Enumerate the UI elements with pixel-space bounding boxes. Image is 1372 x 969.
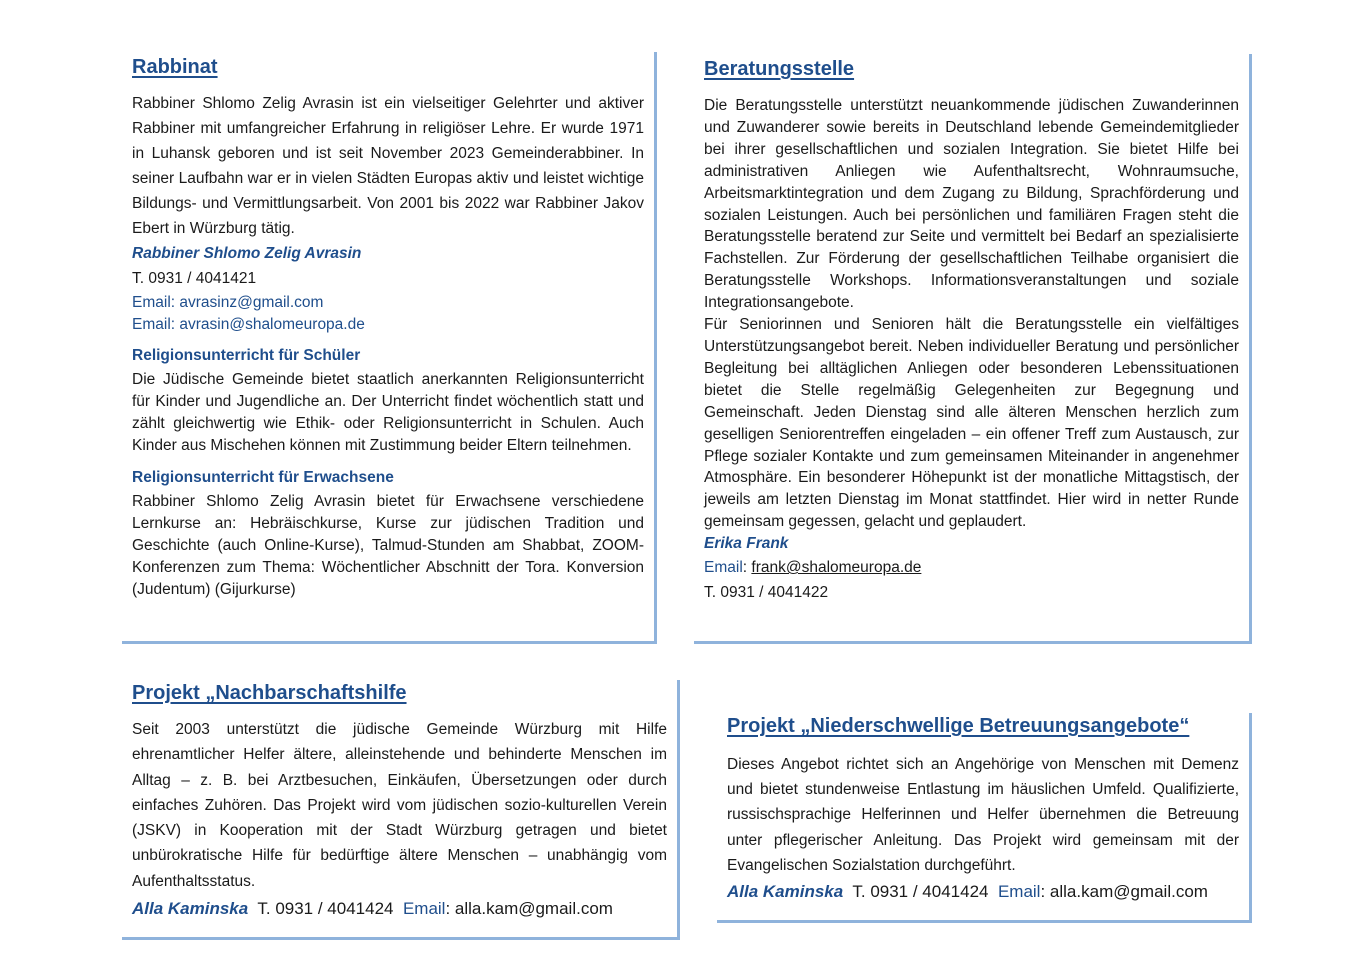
beratung-phone: T. 0931 / 4041422 [704,584,829,602]
betreuung-email[interactable]: alla.kam@gmail.com [1049,882,1208,902]
beratung-email-label: Email [704,559,743,577]
nachbarschaftshilfe-email-label: Email [402,899,446,919]
beratung-email-link[interactable]: frank@shalomeuropa.de [751,559,922,577]
nachbarschaftshilfe-title: Projekt „Nachbarschaftshilfe [132,682,407,704]
schueler-text: Die Jüdische Gemeinde bietet staatlich anerkannten Religionsunterricht für Kinder und Jugendliche an. Der Unterricht findet wöchentlich statt und zählt gleichwertig wie Ethik- oder Religionsunterricht in Schulen. Auch Kinder aus Mischehen können mit Zustimmung beider Eltern teilnehmen. [132,371,644,454]
betreuung-phone: T. 0931 / 4041424 [852,882,989,902]
beratung-title: Beratungsstelle [704,58,855,80]
betreuung-contact-row: Alla Kaminska T. 0931 / 4041424 Email: alla.kam@gmail.com [727,882,1208,902]
betreuung-email-label: Email [997,882,1041,902]
betreuung-title: Projekt „Niederschwellige Betreuungsangebote“ [727,715,1190,737]
rabbinat-email-2[interactable]: Email: avrasin@shalomeuropa.de [132,316,365,333]
nachbarschaftshilfe-text: Seit 2003 unterstützt die jüdische Gemeinde Würzburg mit Hilfe ehrenamtlicher Helfer ältere, alleinstehende und behinderte Menschen im Alltag – z. B. bei Arztbesuchen, Einkäufen, Übersetzungen oder durch einfaches Zuhören. Das Projekt wird vom jüdischen sozio-kulturellen Verein (JSKV) in Kooperation mit der Stadt Würzburg getragen und bietet unbürokratische Hilfe für bedürftige ältere Menschen – unabhängig vom Aufenthaltsstatus. [132,721,667,890]
erwachsene-title: Religionsunterricht für Erwachsene [132,469,394,486]
betreuung-text: Dieses Angebot richtet sich an Angehörige von Menschen mit Demenz und bietet stundenweise Entlastung im häuslichen Umfeld. Qualifizierte, russischsprachige Helferinnen und Helfer übernehmen die Betreuung unter pflegerischer Anleitung. Das Projekt wird gemeinsam mit der Evangelischen Sozialstation durchgeführt. [727,756,1239,874]
nachbarschaftshilfe-contact-name: Alla Kaminska [132,899,249,919]
schueler-title: Religionsunterricht für Schüler [132,347,361,364]
rabbinat-email-1[interactable]: Email: avrasinz@gmail.com [132,294,324,311]
nachbarschaftshilfe-contact-row: Alla Kaminska T. 0931 / 4041424 Email: alla.kam@gmail.com [132,899,613,919]
rabbinat-box [122,52,657,644]
nachbarschaftshilfe-email[interactable]: alla.kam@gmail.com [454,899,613,919]
rabbinat-phone: T. 0931 / 4041421 [132,270,257,287]
betreuung-contact-name: Alla Kaminska [727,882,844,902]
rabbinat-title: Rabbinat [132,56,218,78]
beratung-text-1: Die Beratungsstelle unterstützt neuankommende jüdischen Zuwanderinnen und Zuwanderer sowie bereits in Deutschland lebende Gemeindemitglieder bei ihrer gesellschaftlichen und sozialen Integration. Sie bietet Hilfe bei administrativen Anliegen wie Aufenthaltsrecht, Wohnraumsuche, Arbeitsmarktintegration und dem Zugang zu Bildung, Sprachförderung und sozialen Leistungen. Auch bei persönlichen und familiären Fragen steht die Beratungsstelle beratend zur Seite und vermittelt bei Bedarf an spezialisierte Fachstellen. Zur Förderung der gesellschaftlichen Teilhabe organisiert die Beratungsstelle Workshops. Informationsveranstaltungen und soziale Integrationsangebote. [704,97,1239,312]
nachbarschaftshilfe-phone: T. 0931 / 4041424 [257,899,394,919]
rabbinat-contact-name: Rabbiner Shlomo Zelig Avrasin [132,245,362,262]
beratung-text-2: Für Seniorinnen und Senioren hält die Beratungsstelle ein vielfältiges Unterstützungsangebot bereit. Neben individueller Beratung und persönlicher Begleitung bei alltäglichen Anliegen oder besonderen Lebenssituationen bietet die Stelle regelmäßig Gelegenheiten zur Begegnung und Gemeinschaft. Jeden Dienstag sind alle älteren Menschen herzlich zum geselligen Seniorentreffen eingeladen – ein offener Treff zum Austausch, zur Pflege sozialer Kontakte und zum gemeinsamen Miteinander in angenehmer Atmosphäre. Ein besonderer Höhepunkt ist der monatliche Mittagstisch, der jeweils am letzten Dienstag im Monat stattfindet. Hier wird in netter Runde gemeinsam gegessen, gelacht und geplaudert. [704,316,1239,531]
beratung-contact-name: Erika Frank [704,535,789,553]
beratung-email-row: Email: frank@shalomeuropa.de [704,559,922,577]
betreuung-box [717,713,1252,923]
erwachsene-text: Rabbiner Shlomo Zelig Avrasin bietet für Erwachsene verschiedene Lernkurse an: Hebräischkurse, Kurse zur jüdischen Tradition und Geschichte (auch Online-Kurse), Talmud-Stunden am Shabbat, ZOOM-Konferenzen zum Thema: Wöchentlicher Abschnitt der Tora. Konversion (Judentum) (Gijurkurse) [132,493,644,598]
beratung-box [694,54,1252,644]
rabbinat-intro: Rabbiner Shlomo Zelig Avrasin ist ein vielseitiger Gelehrter und aktiver Rabbiner mit umfangreicher Erfahrung in religiöser Lehre. Er wurde 1971 in Luhansk geboren und ist seit November 2023 Gemeinderabbiner. In seiner Laufbahn war er in vielen Städten Europas aktiv und leistet wichtige Bildungs- und Vermittlungsarbeit. Von 2001 bis 2022 war Rabbiner Jakov Ebert in Würzburg tätig. [132,95,644,237]
nachbarschaftshilfe-box [122,680,680,940]
